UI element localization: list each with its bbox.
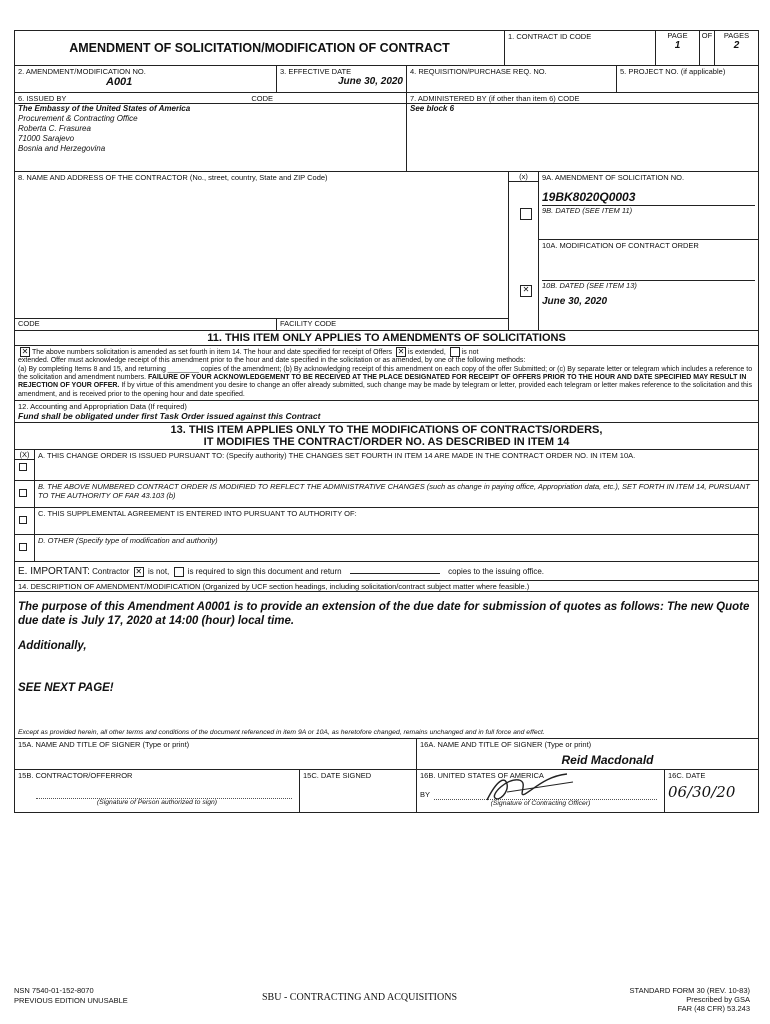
item-12-value: Fund shall be obligated under first Task Order issued against this Contract bbox=[18, 411, 321, 422]
item-e-copies-blank[interactable] bbox=[350, 573, 440, 574]
10b-value: June 30, 2020 bbox=[542, 296, 608, 307]
amendment-no-cell bbox=[15, 66, 277, 92]
checkbox-9a[interactable] bbox=[518, 208, 534, 220]
item-11-extended-checkbox[interactable] bbox=[396, 347, 406, 357]
contract-id-cell bbox=[505, 31, 656, 65]
box-10 bbox=[539, 240, 758, 330]
contractor-codes bbox=[15, 318, 508, 330]
project-no-label: 5. PROJECT NO. (if applicable) bbox=[620, 67, 726, 76]
item-11-line-1 bbox=[18, 347, 755, 357]
issued-by-line-4: 71000 Sarajevo bbox=[18, 134, 75, 143]
item-13d-checkbox[interactable] bbox=[19, 543, 27, 551]
item-14-see-next: SEE NEXT PAGE! bbox=[18, 682, 114, 695]
x-column-label: (x) bbox=[509, 172, 538, 182]
item-11-line-1a: The above numbers solicitation is amended as set fourth in item 14. The hour and date specified for receipt of Offers bbox=[32, 348, 393, 356]
item-16b-sig-caption: (Signature of Contracting Officer) bbox=[490, 800, 591, 808]
item-11-amended-checkbox[interactable] bbox=[20, 347, 30, 357]
administered-code-label: CODE bbox=[557, 94, 580, 103]
item-16b-label: 16B. UNITED STATES OF AMERICA bbox=[420, 771, 544, 781]
item-13-x-label: (X) bbox=[15, 450, 34, 460]
item-14-except: Except as provided herein, all other terms and conditions of the document referenced in item 9A or 10A, as heretofore changed, remains unchanged and in full force and effect. bbox=[18, 729, 545, 737]
item-13b-x bbox=[15, 481, 35, 507]
item-11-line-1c: is not bbox=[461, 348, 479, 356]
item-13-title bbox=[15, 423, 758, 449]
page-number: 1 bbox=[674, 40, 681, 51]
administered-by-label: 7. ADMINISTERED BY (if other than item 6) bbox=[410, 94, 556, 103]
contractor-label: 8. NAME AND ADDRESS OF THE CONTRACTOR (No., street, country, State and ZIP Code) bbox=[18, 173, 328, 182]
issued-code-label: CODE bbox=[251, 94, 273, 103]
item-11-line-4: FAILURE OF YOUR ACKNOWLEDGEMENT TO BE RECEIVED AT THE PLACE DESIGNATED FOR RECEIPT OF OFFERS PRIOR TO THE HOUR AND DATE SPECIFIED MAY RESULT IN REJECTION OF YOUR OFFER. bbox=[18, 374, 747, 390]
footer-std: STANDARD FORM 30 (REV. 10-83) bbox=[629, 986, 750, 995]
item-13a-text: A. THIS CHANGE ORDER IS ISSUED PURSUANT TO: (Specify authority) THE CHANGES SET FOURTH IN ITEM 14 ARE MADE IN THE CONTRACT ORDER NO. IN ITEM 10A. bbox=[38, 451, 636, 461]
page-label: PAGE bbox=[667, 31, 688, 40]
item-14-label: 14. DESCRIPTION OF AMENDMENT/MODIFICATION (Organized by UCF section headings, including solicitation/contract subject matter where feasible.) bbox=[15, 582, 758, 592]
pages-number: 2 bbox=[733, 40, 740, 51]
item-11-title: 11. THIS ITEM ONLY APPLIES TO AMENDMENTS OF SOLICITATIONS bbox=[207, 332, 566, 344]
item-15b-cell bbox=[15, 770, 300, 812]
item-16a-value: Reid Macdonald bbox=[561, 753, 654, 768]
footer-right bbox=[630, 986, 750, 1013]
item-e-is: is required to sign this document and return bbox=[187, 566, 342, 576]
item-e-row bbox=[15, 562, 758, 581]
row-6-7 bbox=[15, 93, 758, 172]
amendment-no-label: 2. AMENDMENT/MODIFICATION NO. bbox=[18, 67, 146, 76]
item-e-label: E. IMPORTANT: bbox=[18, 565, 90, 577]
item-14-cell bbox=[15, 581, 758, 738]
item-13-title-row bbox=[15, 423, 758, 450]
administered-by-value: See block 6 bbox=[410, 104, 455, 113]
issued-by-label: 6. ISSUED BY bbox=[18, 94, 67, 103]
amendment-no-value: A001 bbox=[106, 76, 133, 88]
9b-label: 9B. DATED (SEE ITEM 11) bbox=[542, 205, 755, 215]
item-13c-text: C. THIS SUPPLEMENTAL AGREEMENT IS ENTERED INTO PURSUANT TO AUTHORITY OF: bbox=[38, 509, 357, 519]
item-11-not-extended-checkbox[interactable] bbox=[450, 347, 460, 357]
item-11-line-2: extended. Offer must acknowledge receipt of this amendment prior to the hour and date specified in the solicitation or as amended, by one of the following methods: bbox=[18, 357, 526, 365]
x-column bbox=[509, 172, 539, 330]
item-13a-row bbox=[15, 450, 758, 481]
facility-code-label: FACILITY CODE bbox=[280, 319, 337, 328]
item-13b-text: B. THE ABOVE NUMBERED CONTRACT ORDER IS MODIFIED TO REFLECT THE ADMINISTRATIVE CHANGES (such as change in paying office, Appropriation data, etc.), SET FORTH IN ITEM 14, PURSUANT TO THE AUTHORITY OF FAR 43.103 (b) bbox=[38, 482, 750, 501]
item-11-line-5: If by virtue of this amendment you desire to change an offer already submitted, such change may be made by telegram or letter, provided each telegram or letter makes reference to the solicitation and this amendment, and is received prior to the opening hour and date specified. bbox=[18, 382, 752, 398]
item-12-cell bbox=[15, 401, 758, 422]
item-13-title-2: IT MODIFIES THE CONTRACT/ORDER NO. AS DESCRIBED IN ITEM 14 bbox=[203, 436, 570, 449]
item-16b-by: BY bbox=[420, 790, 431, 800]
administered-by-header bbox=[407, 94, 758, 104]
item-15b-row bbox=[15, 770, 758, 812]
item-13a-x bbox=[15, 450, 35, 480]
requisition-cell bbox=[407, 66, 617, 92]
item-13d-x bbox=[15, 535, 35, 561]
item-e-isnot-checkbox[interactable] bbox=[134, 567, 144, 577]
item-14-purpose: The purpose of this Amendment A0001 is to provide an extension of the due date for submission of quotes as follows: The new Quote due date is July 17, 2020 at 14:00 (hour) local time. bbox=[18, 601, 750, 628]
item-15c-label: 15C. DATE SIGNED bbox=[303, 771, 372, 781]
contractor-cell bbox=[15, 172, 509, 330]
item-11-title-row bbox=[15, 331, 758, 346]
item-15a-row bbox=[15, 739, 758, 770]
item-11-line-1b: is extended, bbox=[408, 348, 446, 356]
item-15c-cell bbox=[300, 770, 417, 812]
row-8-10 bbox=[15, 172, 758, 331]
item-16b-cell bbox=[417, 770, 665, 812]
item-13-title-1: 13. THIS ITEM APPLIES ONLY TO THE MODIFICATIONS OF CONTRACTS/ORDERS, bbox=[170, 424, 603, 437]
item-11-line-3: (a) By completing Items 8 and 15, and returning ________ copies of the amendment; (b) By acknowledging receipt of this amendment on each copy of the offer Submitted; or (c) By separate letter or telegram which includes a reference to the solicitation and amendment numbers. bbox=[18, 365, 753, 382]
issued-by-header bbox=[15, 94, 406, 104]
item-12-label: 12. Accounting and Appropriation Data (If required) bbox=[18, 402, 187, 412]
form-title: AMENDMENT OF SOLICITATION/MODIFICATION OF CONTRACT bbox=[69, 41, 450, 55]
contract-id-label: 1. CONTRACT ID CODE bbox=[508, 32, 592, 41]
box-9 bbox=[539, 172, 758, 240]
sf30-form bbox=[14, 30, 759, 813]
row-2-5 bbox=[15, 66, 758, 93]
item-13c-checkbox[interactable] bbox=[19, 516, 27, 524]
contractor-code-label: CODE bbox=[15, 319, 277, 330]
issued-by-line-2: Procurement & Contracting Office bbox=[18, 114, 138, 123]
issued-by-cell bbox=[15, 93, 407, 171]
item-14-additionally: Additionally, bbox=[18, 640, 87, 653]
10b-label: 10B. DATED (SEE ITEM 13) bbox=[542, 280, 755, 290]
9a-label: 9A. AMENDMENT OF SOLICITATION NO. bbox=[542, 173, 685, 182]
page-box bbox=[656, 31, 700, 65]
9a-value: 19BK8020Q0003 bbox=[542, 190, 636, 204]
item-16c-date: 06/30/20 bbox=[668, 783, 736, 802]
footer-prev: PREVIOUS EDITION UNUSABLE bbox=[14, 996, 128, 1005]
contracting-officer-signature bbox=[477, 772, 577, 806]
item-16a-cell bbox=[417, 739, 758, 769]
item-13a-checkbox[interactable] bbox=[19, 463, 27, 471]
footer-far: FAR (48 CFR) 53.243 bbox=[677, 1004, 750, 1013]
project-no-cell bbox=[617, 66, 758, 92]
item-15a-label: 15A. NAME AND TITLE OF SIGNER (Type or print) bbox=[18, 740, 190, 750]
issued-by-line-1: The Embassy of the United States of America bbox=[18, 104, 191, 113]
item-15b-label: 15B. CONTRACTOR/OFFERROR bbox=[18, 771, 133, 781]
of-label: OF bbox=[701, 31, 713, 40]
item-16c-cell bbox=[665, 770, 758, 812]
item-11-text bbox=[15, 346, 758, 400]
effective-date-value: June 30, 2020 bbox=[337, 76, 403, 87]
item-13b-row bbox=[15, 481, 758, 508]
checkbox-10a[interactable] bbox=[518, 285, 534, 297]
form-title-cell bbox=[15, 31, 505, 65]
item-e-copies: copies to the issuing office. bbox=[448, 566, 545, 576]
administered-by-cell bbox=[407, 93, 758, 171]
item-13c-row bbox=[15, 508, 758, 535]
issued-by-line-5: Bosnia and Herzegovina bbox=[18, 144, 106, 153]
solicitation-cell bbox=[539, 172, 758, 330]
page-cell bbox=[656, 31, 758, 65]
item-e-cell bbox=[15, 565, 758, 578]
pages-box bbox=[714, 31, 758, 65]
item-13b-checkbox[interactable] bbox=[19, 489, 27, 497]
item-16a-label: 16A. NAME AND TITLE OF SIGNER (Type or print) bbox=[420, 740, 592, 750]
item-13d-text: D. OTHER (Specify type of modification and authority) bbox=[38, 536, 218, 546]
pages-label: PAGES bbox=[723, 31, 750, 40]
item-11-body bbox=[15, 346, 758, 401]
10a-label: 10A. MODIFICATION OF CONTRACT ORDER bbox=[542, 241, 699, 250]
effective-date-label: 3. EFFECTIVE DATE bbox=[280, 67, 352, 76]
issued-by-line-3: Roberta C. Frasurea bbox=[18, 124, 91, 133]
form-header-row bbox=[15, 31, 758, 66]
item-e-contractor: Contractor bbox=[92, 566, 130, 576]
item-16c-label: 16C. DATE bbox=[668, 771, 706, 781]
item-e-is-checkbox[interactable] bbox=[174, 567, 184, 577]
footer-gsa: Prescribed by GSA bbox=[686, 995, 750, 1004]
requisition-label: 4. REQUISITION/PURCHASE REQ. NO. bbox=[410, 67, 547, 76]
item-13d-row bbox=[15, 535, 758, 562]
item-15b-sig-caption: (Signature of Person authorized to sign) bbox=[96, 799, 218, 807]
effective-date-cell bbox=[277, 66, 407, 92]
item-13c-x bbox=[15, 508, 35, 534]
footer-center: SBU - CONTRACTING AND ACQUISITIONS bbox=[262, 992, 458, 1003]
footer-nsn: NSN 7540-01-152-8070 bbox=[14, 986, 94, 995]
item-12-row bbox=[15, 401, 758, 423]
item-14-row bbox=[15, 581, 758, 739]
item-15a-cell bbox=[15, 739, 417, 769]
item-e-isnot: is not, bbox=[147, 566, 170, 576]
